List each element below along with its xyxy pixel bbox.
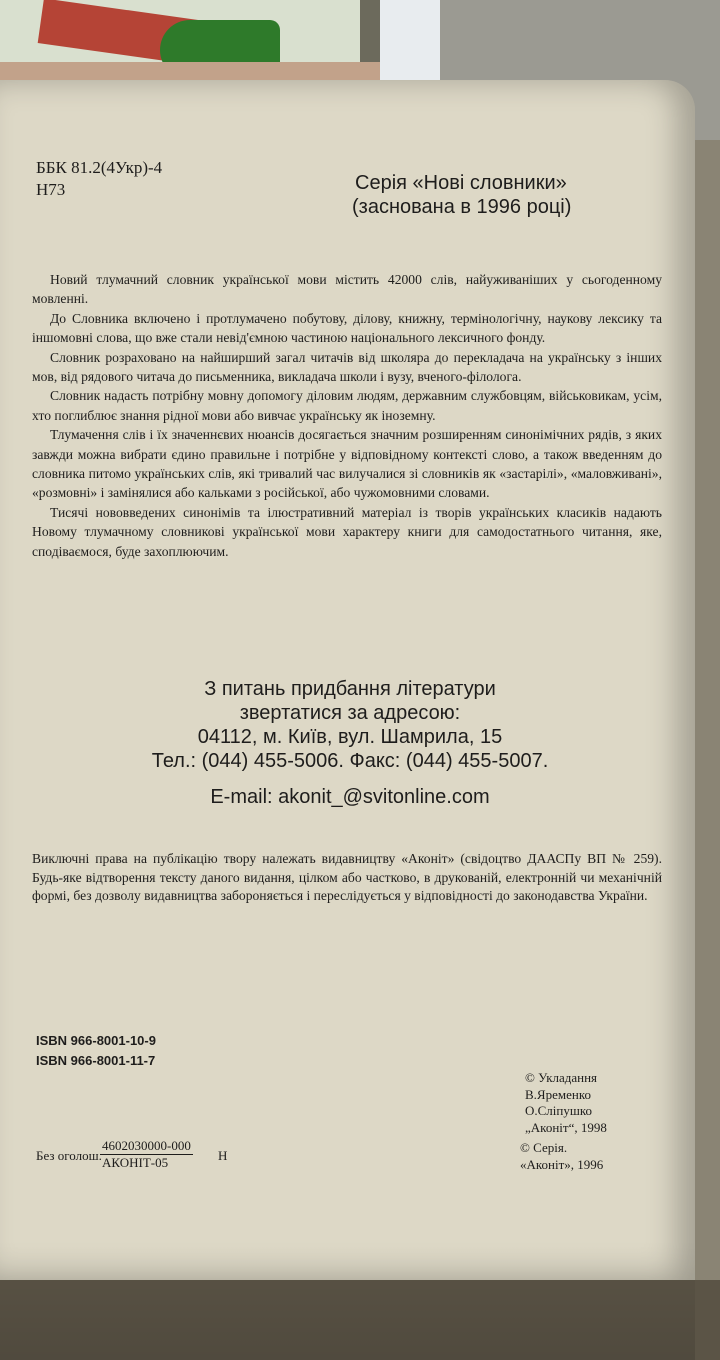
contact-line: звертатися за адресою: xyxy=(239,702,461,724)
no-ad-label: Без оголош. xyxy=(36,1148,102,1163)
series-copyright-label: © Серія. xyxy=(520,1140,568,1155)
annotation-paragraph: Тлумачення слів і їх значеннєвих нюансів досягається значним розширенням синонімічних рядів, з яких завжди можна вибрати єдино правильне і потрібне у відповідному контексті слово, а також введенням до словника питомо українських слів, які тривалий час вилучалися зі словників як «застарілі», «маловживані», «розмовні» і замінялися або кальками з російської, або чужомовними словами. xyxy=(32,427,662,501)
annotation-paragraph: До Словника включено і протлумачено побутову, ділову, книжну, термінологічну, наукову лексику та іншомовні слова, що вже стали невід'ємною частиною національного лексичного фонду. xyxy=(32,310,662,346)
contact-block xyxy=(80,677,620,809)
bbk-code: ББК 81.2(4Укр)-4 xyxy=(36,158,163,177)
contact-address: 04112, м. Київ, вул. Шамрила, 15 xyxy=(197,726,503,748)
page-shadow xyxy=(0,1240,695,1360)
author-mark: Н73 xyxy=(36,180,66,199)
isbn-first: ISBN 966-8001-10-9 xyxy=(36,1033,156,1048)
annotation-paragraph: Словник розраховано на найширший загал читачів від школяра до перекладача на українську з інших мов, від рядового читача до письменника, викладача школи і вузу, вченого-філолога. xyxy=(32,349,662,385)
copyright-label: © Укладання xyxy=(525,1070,598,1085)
catalog-denominator: АКОНІТ-05 xyxy=(102,1155,169,1170)
author-name: В.Яременко xyxy=(525,1086,591,1102)
publisher-year: „Аконіт“, 1998 xyxy=(525,1119,607,1135)
annotation-paragraph: Новий тлумачний словник української мови містить 42000 слів, найуживаніших у сьогоденному мовленні. xyxy=(32,272,662,307)
book-page xyxy=(0,80,695,1280)
copyright-compilation xyxy=(525,1070,607,1136)
series-title: Серія «Нові словники» xyxy=(355,172,567,194)
isbn-second: ISBN 966-8001-11-7 xyxy=(36,1053,156,1068)
annotation-paragraph: Словник надасть потрібну мовну допомогу діловим людям, державним службовцям, військовикам, усім, хто поглиблює знання рідної мови або вивчає українську як іноземну. xyxy=(32,388,662,423)
contact-phones: Тел.: (044) 455-5006. Факс: (044) 455-5007. xyxy=(151,750,549,772)
catalog-letter: Н xyxy=(218,1148,228,1163)
rights-notice: Виключні права на публікацію твору належать видавництву «Аконіт» (свідоцтво ДААСПу ВП № 259). Будь-яке відтворення тексту даного видання, цілком або частково, в друкованій, електронній чи механічній формі, без дозволу видавництва забороняється і переслідується у відповідності до законодавства України. xyxy=(32,851,662,903)
series-founded: (заснована в 1996 році) xyxy=(352,196,572,218)
annotation-text xyxy=(32,270,662,561)
annotation-paragraph: Тисячі нововведених синонімів та ілюстративний матеріал із творів українських класиків надають Новому тлумачному словникові української мови характеру книги для самодостатнього читання, яке, сподіваємося, буде захоплюючим. xyxy=(32,504,662,559)
copyright-series xyxy=(520,1140,603,1173)
author-name: О.Сліпушко xyxy=(525,1103,593,1118)
catalog-fraction xyxy=(100,1138,193,1171)
contact-email: E-mail: akonit_@svitonline.com xyxy=(210,786,490,808)
series-copyright-year: «Аконіт», 1996 xyxy=(520,1156,604,1172)
catalog-numerator: 4602030000-000 xyxy=(102,1138,191,1153)
contact-line: З питань придбання літератури xyxy=(204,678,496,700)
